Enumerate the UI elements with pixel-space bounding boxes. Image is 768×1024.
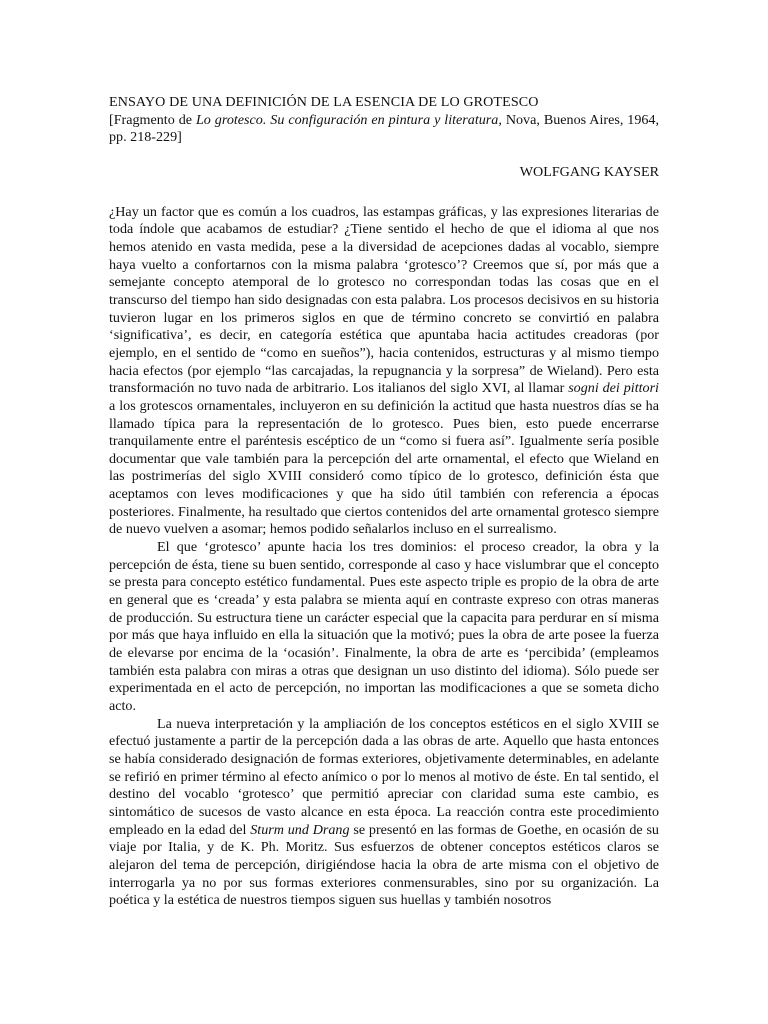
author-name: WOLFGANG KAYSER [519, 163, 659, 180]
paragraph-text: El que ‘grotesco’ apunte hacia los tres dominios: el proceso creador, la obra y la percepción de ésta, tiene su buen sentido, corresponde al caso y hace vislumbrar que el concepto se presta para concepto estético fundamental. Pues este aspecto triple es propio de la obra de arte en general que es ‘creada’ y esta palabra se mienta aquí en contraste expreso con otras maneras de producción. Su estructura tiene un carácter especial que la capacita para perdurar en sí misma por más que haya influido en ella la situación que la motivó; pues la obra de arte posee la fuerza de elevarse por encima de la ‘ocasión’. Finalmente, la obra de arte es ‘percibida’ (empleamos también esta palabra con miras a otras que designan un uso distinto del idioma). Sólo puede ser experimentada en el acto de percepción, no importan las modificaciones a que se someta dicho acto. [109, 539, 659, 714]
essay-paragraphs [109, 204, 659, 910]
source-citation [109, 112, 659, 147]
paragraph-text: La nueva interpretación y la ampliación de los conceptos estéticos en el siglo XVIII se efectuó justamente a partir de la percepción dada a las obras de arte. Aquello que hasta entonces se había considerado designación de formas exteriores, objetivamente determinables, en adelante se refirió en primer término al efecto anímico o por lo menos al motivo de éste. En tal sentido, el destino del vocablo ‘grotesco’ que permitió apreciar con claridad suma este cambio, es sintomático de sucesos de vasto alcance en esta época. La reacción contra este procedimiento empleado en la edad del [109, 715, 659, 838]
document-body [109, 94, 659, 910]
body-paragraph [109, 539, 659, 716]
body-paragraph [109, 716, 659, 910]
paragraph-text: se presentó en las formas de Goethe, en ocasión de su viaje por Italia, y de K. Ph. Moritz. Sus esfuerzos de obtener conceptos estéticos claros se alejaron del tema de percepción, dirigiéndose hacia la obra de arte misma con el objetivo de interrogarla ya no por sus formas exteriores conmensurables, sino por su organización. La poética y la estética de nuestros tiempos siguen sus huellas y también nosotros [109, 821, 659, 909]
paragraph-text: ¿Hay un factor que es común a los cuadros, las estampas gráficas, y las expresiones literarias de toda índole que acabamos de estudiar? ¿Tiene sentido el hecho de que el idioma al que nos hemos atenido en vasta medida, pese a la diversidad de acepciones dadas al vocablo, siempre haya vuelto a confortarnos con la misma palabra ‘grotesco’? Creemos que sí, por más que a semejante concepto atemporal de lo grotesco no correspondan todas las cosas que en el transcurso del tiempo han sido designadas con esta palabra. Los procesos decisivos en su historia tuvieron lugar en los primeros siglos en que de término concreto se convirtió en palabra ‘significativa’, es decir, en categoría estética que apuntaba hacia actitudes creadoras (por ejemplo, en el sentido de “como en sueños”), hacia contenidos, estructuras y al mismo tiempo hacia efectos (por ejemplo “las carcajadas, la repugnancia y la sorpresa” de Wieland). Pero esta transformación no tuvo nada de arbitrario. Los italianos del siglo XVI, al llamar [109, 203, 659, 397]
body-paragraph [109, 204, 659, 539]
source-prefix: [Fragmento de [109, 111, 196, 128]
source-work-title: Lo grotesco. Su configuración en pintura y literatura [195, 111, 499, 128]
paragraph-text: a los grotescos ornamentales, incluyeron en su definición la actitud que hasta nuestros días se ha llamado típica para la representación de lo grotesco. Pues bien, esto puede encerrarse tranquilamente entre el paréntesis escéptico de un “como si fuera así”. Igualmente sería posible documentar que vale también para la percepción del arte ornamental, el efecto que Wieland en las postrimerías del siglo XVIII consideró como típico de lo grotesco, definición ésta que aceptamos con leves modificaciones y que ha sido útil también con referencia a épocas posteriores. Finalmente, ha resultado que ciertos contenidos del arte ornamental grotesco siempre de nuevo vuelven a asomar; hemos podido señalarlos incluso en el surrealismo. [109, 397, 659, 538]
italic-text: sogni dei pittori [568, 380, 659, 397]
source-suffix: , Nova, Buenos Aires, 1964, pp. 218-229] [109, 111, 660, 146]
italic-text: Sturm und Drang [250, 821, 350, 838]
essay-title: ENSAYO DE UNA DEFINICIÓN DE LA ESENCIA DE LO GROTESCO [109, 94, 539, 110]
